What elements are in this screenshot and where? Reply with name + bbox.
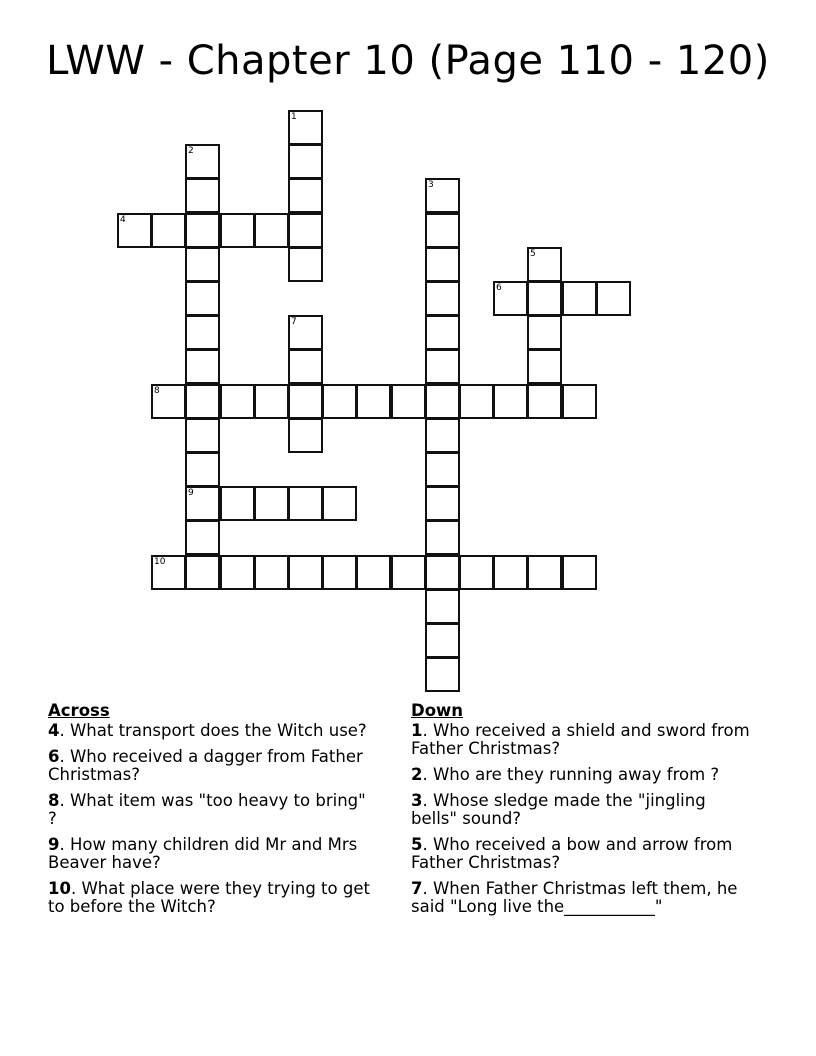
grid-cell[interactable] [220, 384, 255, 419]
grid-cell[interactable] [425, 247, 460, 282]
grid-cell[interactable] [527, 281, 562, 316]
clue-across-10: 10. What place were they trying to get to before the Witch? [48, 879, 370, 916]
grid-cell[interactable] [425, 418, 460, 453]
page-title: LWW - Chapter 10 (Page 110 - 120) [46, 38, 770, 84]
grid-cell[interactable] [185, 384, 220, 419]
grid-cell[interactable] [185, 349, 220, 384]
grid-cell[interactable] [322, 555, 357, 590]
grid-cell[interactable] [288, 144, 323, 179]
grid-cell[interactable] [425, 213, 460, 248]
grid-cell[interactable] [185, 178, 220, 213]
grid-cell[interactable] [254, 486, 289, 521]
grid-cell[interactable] [493, 384, 528, 419]
grid-cell[interactable] [185, 213, 220, 248]
grid-cell[interactable] [117, 213, 152, 248]
grid-cell[interactable] [185, 555, 220, 590]
grid-cell[interactable] [425, 384, 460, 419]
clue-number: 2 [188, 146, 194, 156]
grid-cell[interactable] [391, 555, 426, 590]
grid-cell[interactable] [254, 555, 289, 590]
grid-cell[interactable] [185, 486, 220, 521]
grid-cell[interactable] [288, 178, 323, 213]
grid-cell[interactable] [527, 555, 562, 590]
clue-number: 5 [530, 249, 536, 259]
grid-cell[interactable] [185, 281, 220, 316]
down-heading: Down [411, 701, 464, 720]
grid-cell[interactable] [493, 281, 528, 316]
grid-cell[interactable] [288, 486, 323, 521]
grid-cell[interactable] [596, 281, 631, 316]
across-clues [48, 702, 378, 924]
grid-cell[interactable] [254, 384, 289, 419]
across-heading: Across [48, 701, 110, 720]
grid-cell[interactable] [562, 281, 597, 316]
grid-cell[interactable] [562, 555, 597, 590]
grid-cell[interactable] [151, 384, 186, 419]
grid-cell[interactable] [459, 384, 494, 419]
grid-cell[interactable] [288, 315, 323, 350]
grid-cell[interactable] [425, 623, 460, 658]
clue-down-5: 5. Who received a bow and arrow from Father Christmas? [411, 835, 733, 872]
clue-number: 8 [154, 386, 160, 396]
grid-cell[interactable] [322, 384, 357, 419]
grid-cell[interactable] [425, 452, 460, 487]
grid-cell[interactable] [425, 486, 460, 521]
grid-cell[interactable] [356, 555, 391, 590]
grid-cell[interactable] [391, 384, 426, 419]
grid-cell[interactable] [356, 384, 391, 419]
grid-cell[interactable] [425, 315, 460, 350]
grid-cell[interactable] [425, 349, 460, 384]
clue-number: 7 [291, 317, 297, 327]
grid-cell[interactable] [185, 247, 220, 282]
grid-cell[interactable] [185, 520, 220, 555]
grid-cell[interactable] [425, 555, 460, 590]
grid-cell[interactable] [185, 452, 220, 487]
grid-cell[interactable] [288, 418, 323, 453]
grid-cell[interactable] [425, 657, 460, 692]
clue-across-6: 6. Who received a dagger from Father Christmas? [48, 747, 363, 784]
grid-cell[interactable] [185, 315, 220, 350]
grid-cell[interactable] [288, 110, 323, 145]
clue-number: 9 [188, 488, 194, 498]
grid-cell[interactable] [527, 349, 562, 384]
clue-down-7: 7. When Father Christmas left them, he said "Long live the___________" [411, 879, 738, 916]
grid-cell[interactable] [425, 589, 460, 624]
grid-cell[interactable] [185, 144, 220, 179]
clue-across-9: 9. How many children did Mr and Mrs Beaver have? [48, 835, 358, 872]
grid-cell[interactable] [322, 486, 357, 521]
grid-cell[interactable] [425, 178, 460, 213]
clue-across-8: 8. What item was "too heavy to bring" ? [48, 791, 366, 828]
grid-cell[interactable] [425, 520, 460, 555]
grid-cell[interactable] [527, 247, 562, 282]
clue-number: 1 [291, 112, 297, 122]
grid-cell[interactable] [220, 213, 255, 248]
clue-number: 10 [154, 557, 166, 567]
grid-cell[interactable] [425, 281, 460, 316]
clue-number: 4 [120, 215, 126, 225]
grid-cell[interactable] [185, 418, 220, 453]
grid-cell[interactable] [254, 213, 289, 248]
grid-cell[interactable] [527, 384, 562, 419]
grid-cell[interactable] [220, 555, 255, 590]
clue-down-1: 1. Who received a shield and sword from Father Christmas? [411, 721, 750, 758]
clue-down-2: 2. Who are they running away from ? [411, 765, 720, 784]
grid-cell[interactable] [151, 213, 186, 248]
grid-cell[interactable] [562, 384, 597, 419]
clue-number: 3 [428, 180, 434, 190]
grid-cell[interactable] [527, 315, 562, 350]
grid-cell[interactable] [459, 555, 494, 590]
grid-cell[interactable] [288, 384, 323, 419]
clue-number: 6 [496, 283, 502, 293]
clue-across-4: 4. What transport does the Witch use? [48, 721, 367, 740]
grid-cell[interactable] [220, 486, 255, 521]
grid-cell[interactable] [288, 555, 323, 590]
grid-cell[interactable] [288, 213, 323, 248]
grid-cell[interactable] [493, 555, 528, 590]
down-clues [411, 702, 756, 924]
grid-cell[interactable] [151, 555, 186, 590]
clue-down-3: 3. Whose sledge made the "jingling bells" sound? [411, 791, 706, 828]
grid-cell[interactable] [288, 247, 323, 282]
grid-cell[interactable] [288, 349, 323, 384]
